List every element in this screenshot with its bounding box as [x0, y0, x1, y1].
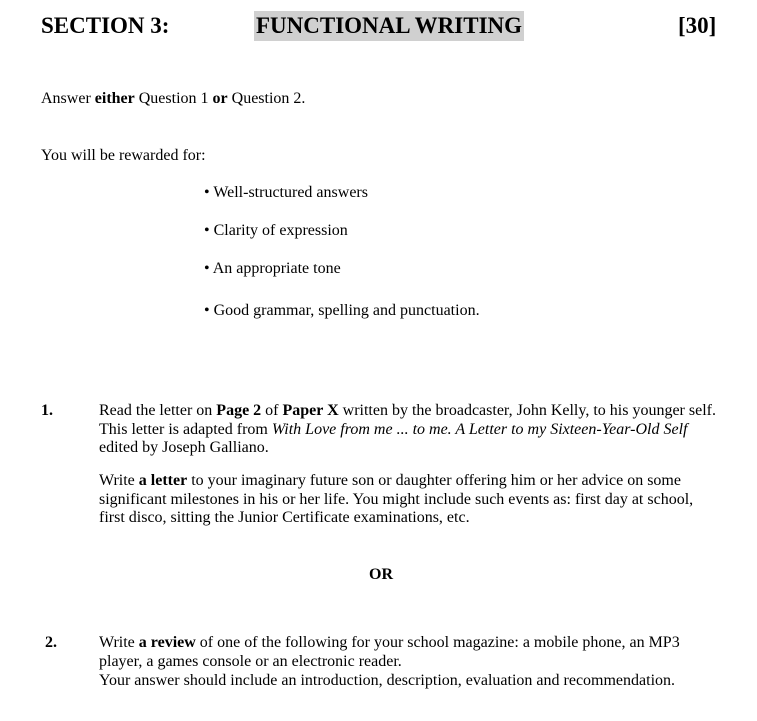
reward-item: • Good grammar, spelling and punctuation.	[204, 302, 480, 319]
q2-task-bold: a review	[138, 634, 196, 651]
q1-page-ref: Page 2	[216, 402, 262, 419]
reward-item: • Clarity of expression	[204, 222, 348, 239]
q1-text: Read the letter on	[99, 402, 217, 419]
instruction-text: Question 2.	[227, 90, 306, 107]
question-2-number: 2.	[45, 634, 57, 651]
q2-text: of one of the following for your school magazine: a mobile phone, an MP3 player, a games console or an electronic reader.	[99, 634, 680, 670]
question-2-paragraph-2: Your answer should include an introduction, description, evaluation and recommendation.	[99, 672, 676, 689]
rewards-list	[204, 183, 480, 320]
q1-text: to your imaginary future son or daughter offering him or her advice on some significant milestones in his or her life. You might include such events as: first day at school, first disco, sitting the Junior Certificate examinations, etc.	[99, 472, 694, 526]
rewards-intro: You will be rewarded for:	[41, 147, 206, 164]
q1-text: edited by Joseph Galliano.	[99, 439, 269, 456]
q1-paper-ref: Paper X	[282, 402, 339, 419]
section-marks: [30]	[678, 13, 717, 38]
q2-text: Write	[99, 634, 139, 651]
answer-instruction	[41, 89, 305, 108]
or-divider: OR	[369, 566, 393, 583]
reward-item: • An appropriate tone	[204, 260, 341, 277]
q1-text: written by the broadcaster, John Kelly, to his younger self. This letter is adapted from	[99, 402, 716, 438]
q1-book-title: With Love from me ... to me. A Letter to my Sixteen-Year-Old Self	[271, 420, 688, 438]
question-1-paragraph-1	[99, 402, 719, 458]
q1-text: of	[261, 402, 283, 419]
q1-text: Write	[99, 472, 139, 489]
reward-item: • Well-structured answers	[204, 184, 368, 201]
question-2-paragraph-1	[99, 634, 719, 671]
instruction-text: Question 1	[134, 90, 213, 107]
instruction-bold-or: or	[212, 90, 228, 107]
section-title: FUNCTIONAL WRITING	[254, 11, 524, 41]
instruction-bold-either: either	[94, 90, 135, 107]
section-number: SECTION 3:	[41, 13, 170, 38]
question-1-paragraph-2	[99, 472, 719, 528]
question-1-number: 1.	[41, 402, 53, 419]
instruction-text: Answer	[41, 90, 95, 107]
q1-task-bold: a letter	[138, 472, 188, 489]
